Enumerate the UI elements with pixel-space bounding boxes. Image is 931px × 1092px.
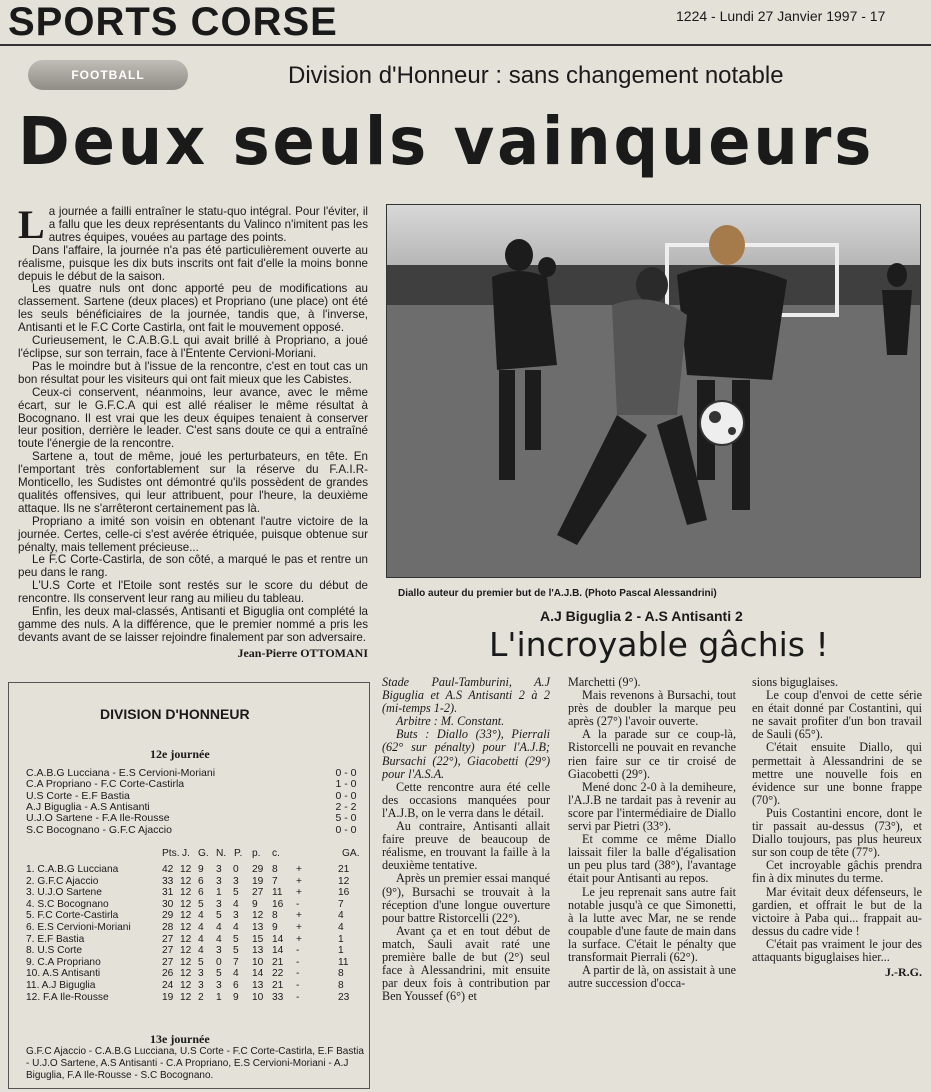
standings-cell: 7 <box>338 898 344 910</box>
standings-cell: 4 <box>338 910 344 922</box>
standings-cell: 7 <box>272 875 278 887</box>
kicker: Division d'Honneur : sans changement notable <box>288 62 784 89</box>
standings-cell: - <box>296 968 300 980</box>
article-paragraph: Les quatre nuls ont donc apporté peu de modifications au classement. Sartene (deux places) et Propriano (une place) ont été les seuls bénéficiaires de la journée, tandis que, à l'inverse, Antisanti et le F.C Corte Castirla, ont fait le mouvement opposé. <box>18 282 368 335</box>
masthead-rule <box>0 44 931 46</box>
standings-cell: 3 <box>233 875 239 887</box>
result-match: A.J Biguglia - A.S Antisanti <box>26 800 150 813</box>
article-paragraph: Mené donc 2-0 à la demiheure, l'A.J.B ne tardait pas à revenir au score par l'intermédiaire de Diallo servi par Pietri (33°). <box>568 779 736 834</box>
result-match: S.C Bocognano - G.F.C Ajaccio <box>26 823 172 836</box>
standings-row <box>26 864 366 876</box>
standings-header-cell: J. <box>182 848 190 859</box>
standings-cell: 4 <box>198 922 204 933</box>
article-paragraph: L'U.S Corte et l'Etoile sont restés sur le score du début de rencontre. Ils conservent leur rang au milieu du tableau. <box>18 579 368 606</box>
standings-cell: 33 <box>272 991 284 1003</box>
standings-cell: 7 <box>233 956 239 968</box>
standings-cell: 14 <box>272 933 284 945</box>
standings-cell: 3 <box>216 864 222 875</box>
result-row <box>26 813 366 824</box>
issue-date: 1224 - Lundi 27 Janvier 1997 - 17 <box>676 8 886 24</box>
standings-cell: 26 <box>162 968 174 980</box>
standings-cell: 4 <box>233 968 239 980</box>
standings-header <box>26 848 366 860</box>
standings-cell: 9 <box>272 922 278 933</box>
standings-cell: 1 <box>216 991 222 1003</box>
result-match: C.A.B.G Lucciana - E.S Cervioni-Moriani <box>26 767 216 779</box>
photo-caption: Diallo auteur du premier but de l'A.J.B. (Photo Pascal Alessandrini) <box>398 588 717 599</box>
standings-row <box>26 934 366 946</box>
standings-cell: 6 <box>198 875 204 887</box>
standings-cell: 9 <box>233 991 239 1003</box>
article-paragraph: A la parade sur ce coup-là, Ristorcelli ne pouvait en revanche rien faire sur ce tir croisé de Giacobetti (29°). <box>568 727 736 781</box>
article-paragraph: Sartene a, tout de même, joué les perturbateurs, en tête. En l'emportant très confortablement sur la réserve du F.A.I.R-Monticello, les Sudistes ont démontré qu'ils possèdent de grandes qualités offensives, qui leur attribuent, pour l'heure, la deuxième attaque. Ils ne s'arrêteront certainement pas là. <box>18 450 368 515</box>
standings-team: 3. U.J.O Sartene <box>26 887 102 899</box>
standings-team: 4. S.C Bocognano <box>26 898 109 910</box>
standings-header-cell: p. <box>252 848 261 859</box>
article-paragraph: a journée a failli entraîner le statu-quo intégral. Pour l'éviter, il a fallu que les deux représentants du Valinco n'imitent pas les autres équipes, vouées au partage des points. <box>48 205 368 244</box>
standings-cell: + <box>296 910 302 922</box>
standings-row <box>26 980 366 992</box>
article-paragraph: Au contraire, Antisanti allait faire preuve de beaucoup de réalisme, en trouvant la faille à la deuxième tentative. <box>382 819 550 873</box>
standings-cell: 12 <box>180 898 192 910</box>
standings-table <box>26 848 366 1028</box>
match-photo <box>386 204 921 578</box>
result-score: 0 - 0 <box>335 767 357 779</box>
article-paragraph: Pas le moindre but à l'issue de la rencontre, c'est en tout cas un bon résultat pour les visiteurs qui ont fait mieux que les Cabistes. <box>18 359 368 386</box>
standings-cell: 6 <box>198 887 204 899</box>
result-match: C.A Propriano - F.C Corte-Castirla <box>26 778 185 791</box>
standings-cell: 5 <box>216 968 222 980</box>
standings-row <box>26 876 366 888</box>
standings-row <box>26 899 366 911</box>
standings-cell: 5 <box>198 956 204 968</box>
standings-cell: 2 <box>198 991 204 1003</box>
standings-cell: 22 <box>272 968 284 980</box>
j13-label: 13e journée <box>150 1032 210 1046</box>
standings-cell: 8 <box>338 980 344 991</box>
result-score: 2 - 2 <box>335 800 357 813</box>
article-paragraph: Le coup d'envoi de cette série en était donné par Costantini, qui ne savait profiter d'un bon travail de Sauli (65°). <box>752 688 922 742</box>
standings-cell: 31 <box>162 887 174 899</box>
standings-cell: 4 <box>338 922 344 933</box>
article-paragraph: Le jeu reprenait sans autre fait notable jusqu'à ce que Simonetti, à la lutte avec Mar, ne se rende coupable d'une faute de main dans la surface. C'était le pénalty que transformait Pierrali (62°). <box>568 884 736 964</box>
article-paragraph: Propriano a imité son voisin en obtenant l'autre victoire de la journée. Certes, celle-ci s'est avérée étriquée, puisque obtenue sur pénalty, mais tellement précieuse... <box>18 514 368 554</box>
article-paragraph: Stade Paul-Tamburini, A.J Biguglia et A.S Antisanti 2 à 2 (mi-temps 1-2). <box>382 675 550 716</box>
standings-row <box>26 957 366 969</box>
result-match: U.J.O Sartene - F.A Ile-Rousse <box>26 812 170 825</box>
article-paragraph: C'était ensuite Diallo, qui permettait à Alessandrini de se mettre une nouvelle fois en évidence sur une bonne frappe (70°). <box>752 740 922 807</box>
result-score: 5 - 0 <box>335 812 357 825</box>
standings-cell: 14 <box>272 945 284 957</box>
result-score: 0 - 0 <box>335 823 357 836</box>
photo-illustration <box>387 205 920 577</box>
standings-cell: 42 <box>162 864 174 875</box>
standings-cell: 3 <box>198 968 204 980</box>
standings-cell: 5 <box>233 945 239 957</box>
j12-label: 12e journée <box>150 747 210 761</box>
standings-header-cell: c. <box>272 848 280 859</box>
results-box-title: DIVISION D'HONNEUR <box>100 706 250 722</box>
article-paragraph: Mais revenons à Bursachi, tout près de doubler la marque peu après (27°) l'avoir ouverte. <box>568 688 736 729</box>
standings-cell: 27 <box>162 945 174 957</box>
standings-row <box>26 887 366 899</box>
standings-team: 5. F.C Corte-Castirla <box>26 910 119 922</box>
article-paragraph: Buts : Diallo (33°), Pierrali (62° sur pénalty) pour l'A.J.B; Bursachi (22°), Giacobetti (29°) pour l'A.S.A. <box>382 727 550 781</box>
standings-cell: 8 <box>272 910 278 922</box>
section-pill: FOOTBALL <box>28 60 188 90</box>
standings-row <box>26 968 366 980</box>
article-paragraph: Le F.C Corte-Castirla, de son côté, a marqué le pas et rentre un peu dans le rang. <box>18 553 368 580</box>
standings-cell: 4 <box>233 922 239 933</box>
standings-cell: 23 <box>338 991 350 1003</box>
standings-cell: 3 <box>216 898 222 910</box>
standings-cell: 19 <box>162 991 174 1003</box>
standings-cell: 3 <box>216 980 222 991</box>
article-paragraph: A partir de là, on assistait à une autre succession d'occa- <box>568 963 736 991</box>
standings-cell: 5 <box>233 887 239 899</box>
standings-header-cell: G. <box>198 848 209 859</box>
article2-signature: J.-R.G. <box>885 965 922 980</box>
j13-fixtures: G.F.C Ajaccio - C.A.B.G Lucciana, U.S Corte - F.C Corte-Castirla, E.F Bastia - U.J.O Sartene, A.S Antisanti - C.A Propriano, E.S Cervioni-Moriani - A.J Biguglia, F.A Ile-Rousse - S.C Bocognano. <box>26 1046 364 1081</box>
article-paragraph: Cette rencontre aura été celle des occasions manquées pour l'A.J.B, on le verra dans le détail. <box>382 779 550 820</box>
standings-cell: 27 <box>252 887 264 899</box>
standings-cell: - <box>296 945 300 957</box>
standings-cell: 4 <box>198 910 204 922</box>
standings-cell: 0 <box>233 864 239 875</box>
standings-cell: 0 <box>216 956 222 968</box>
standings-cell: 10 <box>252 991 264 1003</box>
standings-cell: 21 <box>338 864 350 875</box>
standings-cell: 12 <box>180 968 192 980</box>
standings-cell: + <box>296 875 302 887</box>
standings-cell: 12 <box>180 922 192 933</box>
match-subhead: A.J Biguglia 2 - A.S Antisanti 2 <box>540 608 743 624</box>
standings-cell: 12 <box>180 991 192 1003</box>
standings-team: 6. E.S Cervioni-Moriani <box>26 922 131 933</box>
standings-cell: 16 <box>272 898 284 910</box>
standings-cell: 4 <box>216 922 222 933</box>
article-paragraph: Après un premier essai manqué (9°), Bursachi se trouvait à la réception d'une longue ouverture pour battre Ristorcelli (22°). <box>382 871 550 925</box>
standings-cell: 6 <box>233 980 239 991</box>
standings-cell: 29 <box>252 864 264 875</box>
standings-cell: 27 <box>162 933 174 945</box>
standings-cell: 3 <box>198 980 204 991</box>
standings-cell: 12 <box>180 910 192 922</box>
standings-cell: 10 <box>252 956 264 968</box>
standings-cell: 12 <box>180 980 192 991</box>
article-paragraph: sions biguglaises. <box>752 675 838 689</box>
standings-cell: 9 <box>252 898 258 910</box>
standings-cell: 1 <box>216 887 222 899</box>
standings-cell: 27 <box>162 956 174 968</box>
result-row <box>26 825 366 836</box>
standings-header-cell: GA. <box>342 848 360 859</box>
article-signature: Jean-Pierre OTTOMANI <box>237 645 368 660</box>
result-score: 0 - 0 <box>335 789 357 802</box>
standings-cell: - <box>296 991 300 1003</box>
standings-row <box>26 945 366 957</box>
dropcap: L <box>18 202 45 247</box>
standings-cell: 30 <box>162 898 174 910</box>
article2-col2 <box>568 676 736 990</box>
standings-cell: 12 <box>252 910 264 922</box>
standings-team: 12. F.A Ile-Rousse <box>26 991 109 1003</box>
standings-team: 1. C.A.B.G Lucciana <box>26 864 119 875</box>
standings-cell: 3 <box>233 910 239 922</box>
standings-cell: 12 <box>180 933 192 945</box>
standings-team: 2. G.F.C Ajaccio <box>26 875 99 887</box>
result-row <box>26 779 366 790</box>
standings-cell: 12 <box>180 864 192 875</box>
standings-cell: 4 <box>216 933 222 945</box>
standings-cell: + <box>296 887 302 899</box>
standings-cell: 12 <box>180 887 192 899</box>
standings-cell: 11 <box>338 956 349 968</box>
standings-cell: 13 <box>252 922 264 933</box>
article-paragraph: Ceux-ci conservent, néanmoins, leur avance, avec le même écart, sur le G.F.C.A qui est allé réaliser le même résultat à Bocognano. Il est vrai que les deux équipes tenaient à conserver leur position, derrière le leader. C'est sans doute ce qui a entraîné toute l'énergie de la rencontre. <box>18 385 368 451</box>
headline: Deux seuls vainqueurs <box>18 103 875 180</box>
standings-team: 7. E.F Bastia <box>26 933 85 945</box>
article2-col3 <box>752 676 922 979</box>
article-paragraph: Avant ça et en tout début de match, Sauli avait raté une première balle de but (2°) seul face à Alessandrini, mit ensuite par deux fois à contribution par Ben Youssef (6°) et <box>382 923 550 1004</box>
standings-header-cell: P. <box>234 848 243 859</box>
standings-cell: 12 <box>180 945 192 957</box>
standings-cell: 5 <box>216 910 222 922</box>
standings-cell: 4 <box>198 933 204 945</box>
masthead: SPORTS CORSE <box>8 0 338 44</box>
standings-cell: + <box>296 933 302 945</box>
standings-cell: 5 <box>233 933 239 945</box>
article2-col1 <box>382 676 550 1003</box>
standings-cell: 4 <box>198 945 204 957</box>
standings-row <box>26 910 366 922</box>
standings-cell: 28 <box>162 922 174 933</box>
standings-team: 10. A.S Antisanti <box>26 968 101 980</box>
standings-cell: 1 <box>338 945 344 957</box>
article-paragraph: Mar évitait deux défenseurs, le gardien, et offrait le but de la victoire à Paba qui... frappait au-dessus du cadre vide ! <box>752 884 922 938</box>
article-paragraph: Et comme ce même Diallo laissait filer la balle d'égalisation un peu plus tard (38°), l'avantage était pour Antisanti au repos. <box>568 832 736 886</box>
article-paragraph: Puis Costantini encore, dont le tir passait au-dessus (73°), et Diallo toujours, pas plus heureux sur son coup de tête (77°). <box>752 805 922 860</box>
standings-cell: 24 <box>162 980 174 991</box>
standings-cell: + <box>296 922 302 933</box>
standings-row <box>26 992 366 1004</box>
standings-header-cell: N. <box>216 848 227 859</box>
standings-cell: 8 <box>272 864 278 875</box>
standings-cell: 15 <box>252 933 264 945</box>
standings-cell: - <box>296 898 300 910</box>
standings-cell: 12 <box>180 875 192 887</box>
standings-header-cell: Pts. <box>162 848 180 859</box>
article-paragraph: Dans l'affaire, la journée n'a pas été particulièrement ouverte au réalisme, puisque les dix buts inscrits ont fait d'elle la moins bonne depuis le début de la saison. <box>18 243 368 283</box>
standings-cell: + <box>296 864 302 875</box>
article-title: L'incroyable gâchis ! <box>489 625 829 664</box>
standings-cell: 21 <box>272 980 284 991</box>
standings-team: 8. U.S Corte <box>26 945 83 957</box>
article-paragraph: Curieusement, le C.A.B.G.L qui avait brillé à Propriano, a joué l'éclipse, sur son terrain, face à l'Entente Cervioni-Moriani. <box>18 334 368 360</box>
standings-cell: 33 <box>162 875 174 887</box>
standings-cell: 5 <box>198 898 204 910</box>
result-score: 1 - 0 <box>335 778 357 791</box>
standings-cell: 14 <box>252 968 264 980</box>
standings-cell: 9 <box>198 864 204 875</box>
article-paragraph: C'était pas vraiment le jour des attaquants biguglaises hier... <box>752 936 922 964</box>
standings-cell: 29 <box>162 910 174 922</box>
standings-cell: 19 <box>252 875 264 887</box>
standings-cell: 21 <box>272 956 284 968</box>
standings-cell: 13 <box>252 980 264 991</box>
standings-cell: 16 <box>338 887 350 899</box>
standings-team: 9. C.A Propriano <box>26 956 101 968</box>
article-paragraph: Enfin, les deux mal-classés, Antisanti et Biguglia ont complété la gamme des nuls. A la différence, que le premier nommé a pris les devants avant de se laisser rejoindre finalement par son adversaire. <box>18 605 368 644</box>
standings-cell: 3 <box>216 945 222 957</box>
standings-cell: 4 <box>233 898 239 910</box>
standings-cell: 12 <box>180 956 192 968</box>
result-match: U.S Corte - E.F Bastia <box>26 789 130 802</box>
standings-cell: 8 <box>338 968 344 980</box>
standings-cell: - <box>296 980 300 991</box>
article-paragraph: Cet incroyable gâchis prendra fin à dix minutes du terme. <box>752 858 922 886</box>
standings-cell: 1 <box>338 933 344 945</box>
standings-cell: 13 <box>252 945 264 957</box>
standings-cell: 11 <box>272 887 283 899</box>
standings-cell: 12 <box>338 875 350 887</box>
article-main <box>18 202 368 660</box>
article-paragraph: Marchetti (9°). <box>568 675 641 689</box>
standings-cell: 3 <box>216 875 222 887</box>
article-paragraph: Arbitre : M. Constant. <box>396 714 505 729</box>
standings-team: 11. A.J Biguglia <box>26 980 96 991</box>
standings-cell: - <box>296 956 300 968</box>
standings-row <box>26 922 366 934</box>
